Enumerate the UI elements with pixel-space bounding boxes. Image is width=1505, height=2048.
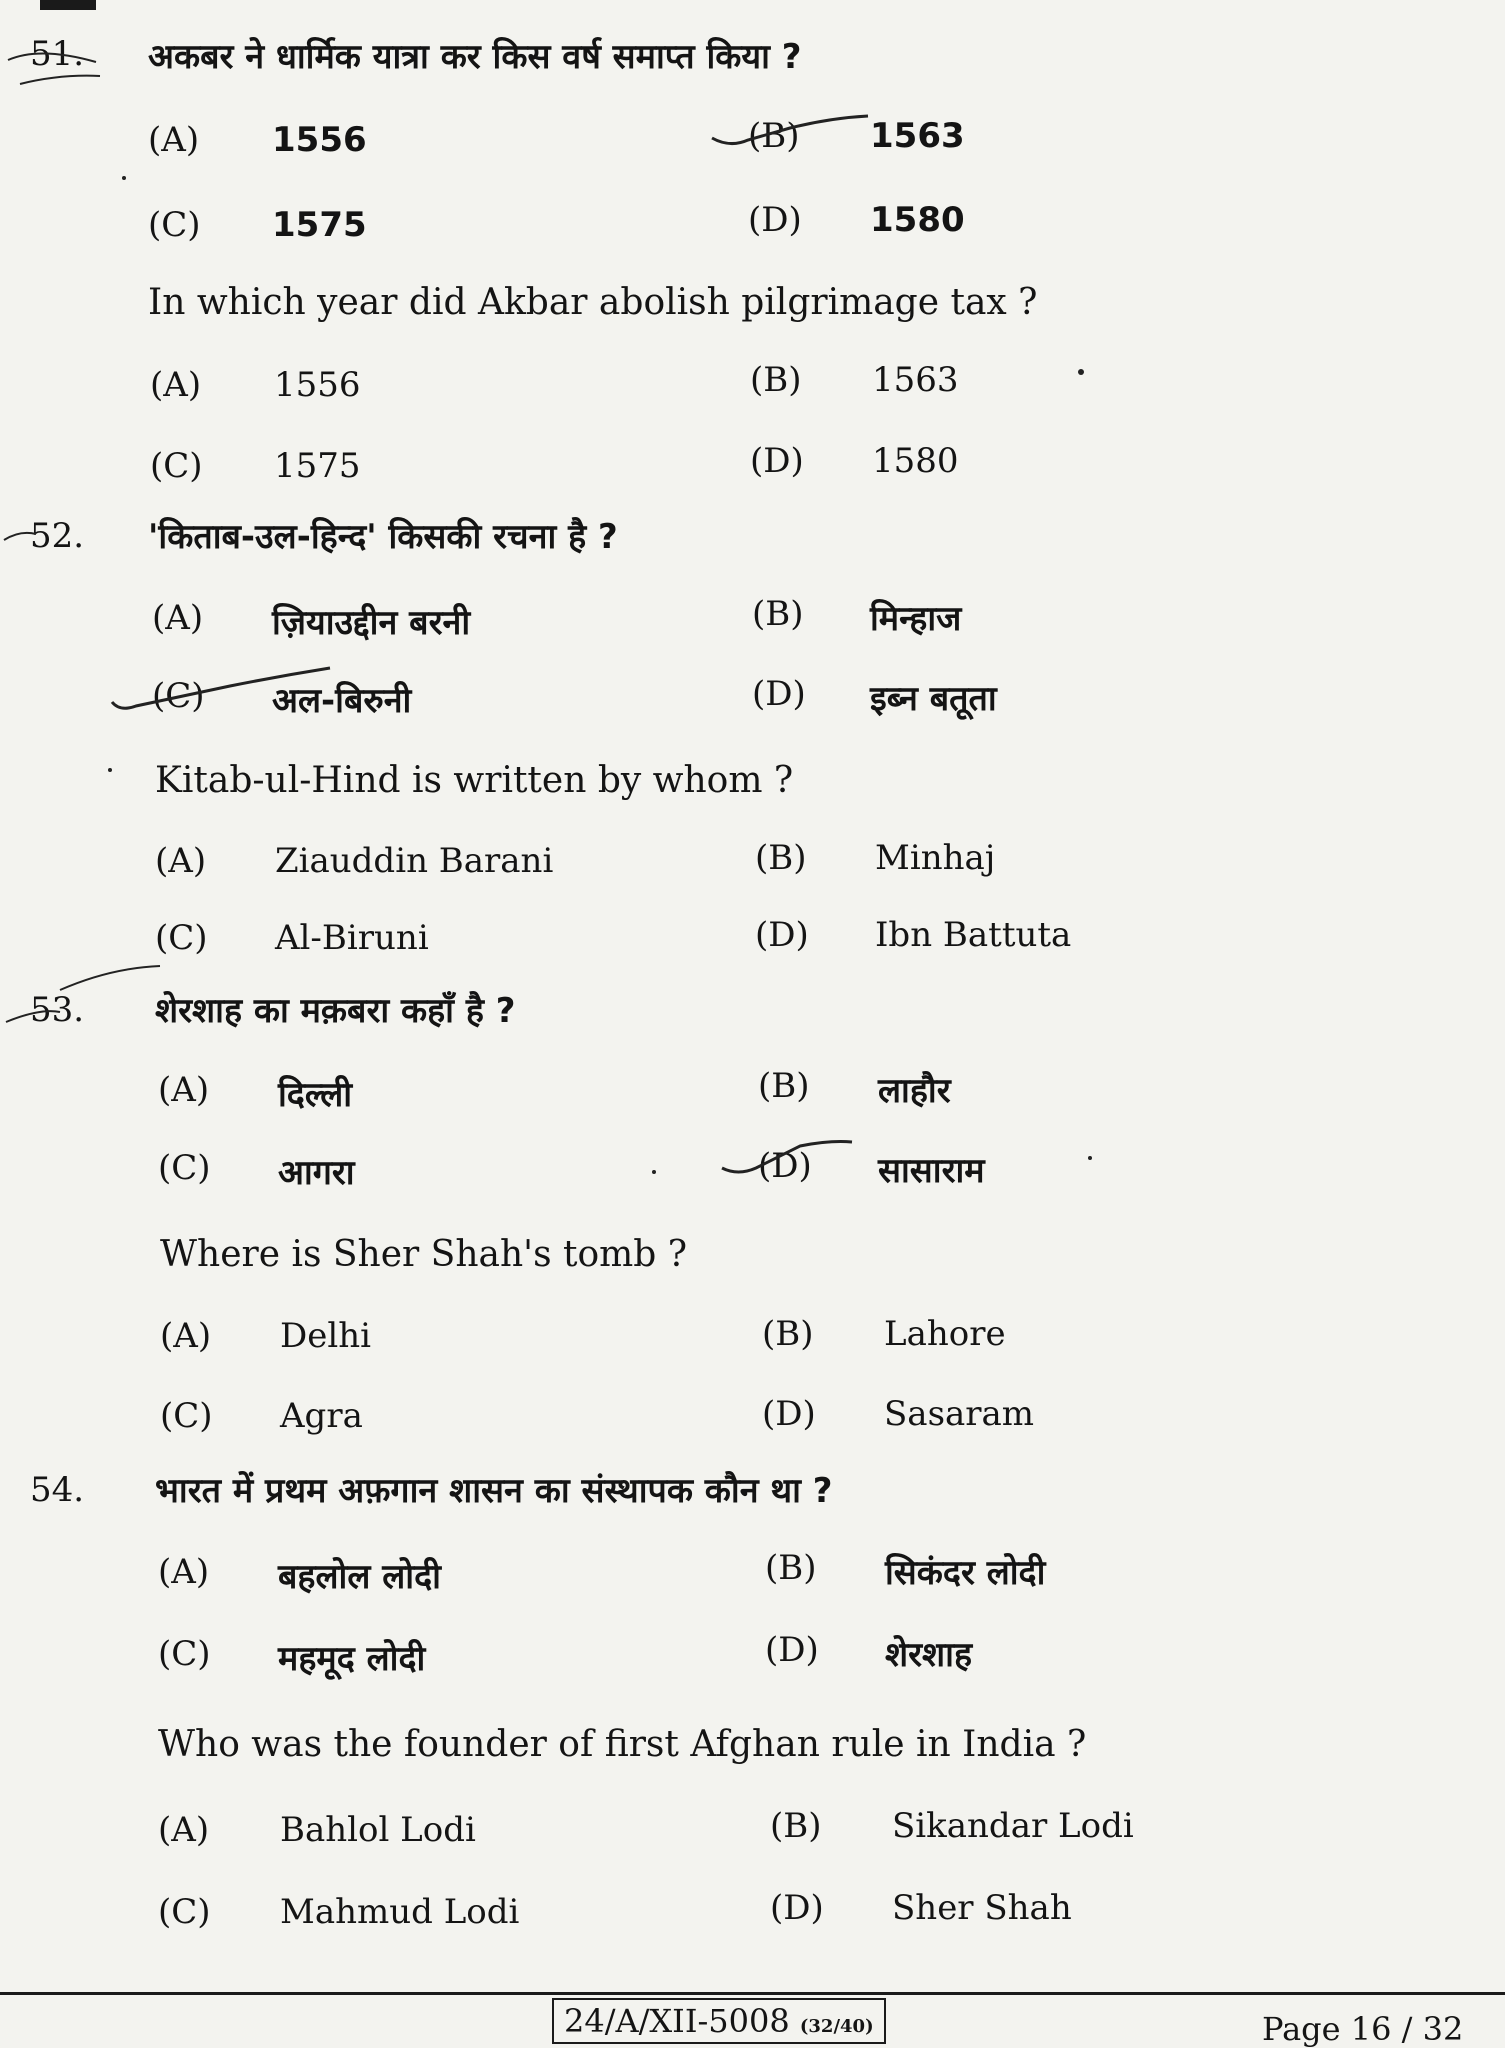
question-text-english: Where is Sher Shah's tomb ? (160, 1234, 688, 1275)
option-english-a: (A) 1556 (150, 365, 361, 405)
option-english-a: (A) Ziauddin Barani (155, 841, 554, 881)
option-hindi-c: (C) महमूद लोदी (158, 1634, 426, 1679)
tick-mark-q52-c (112, 668, 330, 708)
footer-code: 24/A/XII-5008 (32/40) (552, 1998, 886, 2044)
option-english-d: (D) 1580 (750, 441, 959, 481)
footer-rule (0, 1992, 1505, 1995)
option-hindi-c: (C) अल-बिरुनी (152, 676, 412, 721)
option-english-a: (A) Delhi (160, 1316, 372, 1356)
tick-mark-q53-number (6, 966, 160, 1022)
option-hindi-b: (B) लाहौर (758, 1066, 951, 1111)
stray-dot (652, 1170, 656, 1174)
option-english-c: (C) Agra (160, 1396, 363, 1436)
question-text-english: Who was the founder of first Afghan rule in India ? (158, 1724, 1087, 1765)
option-hindi-b: (B) मिन्हाज (752, 594, 962, 639)
question-text-hindi: अकबर ने धार्मिक यात्रा कर किस वर्ष समाप्त किया ? (148, 37, 802, 77)
option-hindi-a: (A) बहलोल लोदी (158, 1552, 441, 1597)
option-hindi-d: (D) शेरशाह (765, 1630, 973, 1675)
tick-mark-q52-number (4, 533, 36, 540)
option-english-c: (C) Al-Biruni (155, 918, 429, 958)
option-hindi-c: (C) आगरा (158, 1148, 355, 1193)
option-hindi-d: (D) इब्न बतूता (752, 674, 997, 719)
question-number: 53. (30, 990, 85, 1030)
question-number: 52. (30, 516, 85, 556)
stray-dot (1088, 1156, 1092, 1160)
option-english-c: (C) 1575 (150, 446, 361, 486)
option-english-b: (B) 1563 (750, 360, 959, 400)
option-english-b: (B) Minhaj (755, 838, 996, 878)
option-english-c: (C) Mahmud Lodi (158, 1892, 520, 1932)
option-hindi-b: (B) 1563 (748, 116, 965, 156)
question-text-english: In which year did Akbar abolish pilgrimage tax ? (148, 282, 1038, 323)
option-english-a: (A) Bahlol Lodi (158, 1810, 476, 1850)
page-number: Page 16 / 32 (1262, 2010, 1464, 2048)
option-english-d: (D) Sher Shah (770, 1888, 1072, 1928)
tick-mark-q53-d (722, 1142, 852, 1173)
option-hindi-d: (D) 1580 (748, 200, 965, 240)
option-hindi-a: (A) 1556 (148, 120, 367, 160)
question-text-hindi: 'किताब-उल-हिन्द' किसकी रचना है ? (148, 517, 618, 557)
option-hindi-c: (C) 1575 (148, 205, 367, 245)
option-english-b: (B) Sikandar Lodi (770, 1806, 1134, 1846)
tick-mark-q51-number (8, 53, 100, 84)
question-text-hindi: शेरशाह का मक़बरा कहाँ है ? (155, 991, 516, 1031)
question-text-english: Kitab-ul-Hind is written by whom ? (155, 760, 794, 801)
option-hindi-d: (D) सासाराम (758, 1146, 985, 1191)
option-english-b: (B) Lahore (762, 1314, 1006, 1354)
option-hindi-a: (A) दिल्ली (158, 1070, 353, 1115)
option-english-d: (D) Ibn Battuta (755, 915, 1072, 955)
question-number: 54. (30, 1470, 85, 1510)
question-text-hindi: भारत में प्रथम अफ़गान शासन का संस्थापक कौन था ? (155, 1471, 833, 1511)
stray-dot (122, 176, 126, 180)
question-number: 51. (30, 34, 85, 74)
option-english-d: (D) Sasaram (762, 1394, 1035, 1434)
option-hindi-a: (A) ज़ियाउद्दीन बरनी (152, 598, 471, 643)
stray-dot (108, 768, 112, 772)
tick-mark-q51-b (712, 116, 868, 144)
option-hindi-b: (B) सिकंदर लोदी (765, 1548, 1046, 1593)
stray-dot (1078, 369, 1084, 375)
